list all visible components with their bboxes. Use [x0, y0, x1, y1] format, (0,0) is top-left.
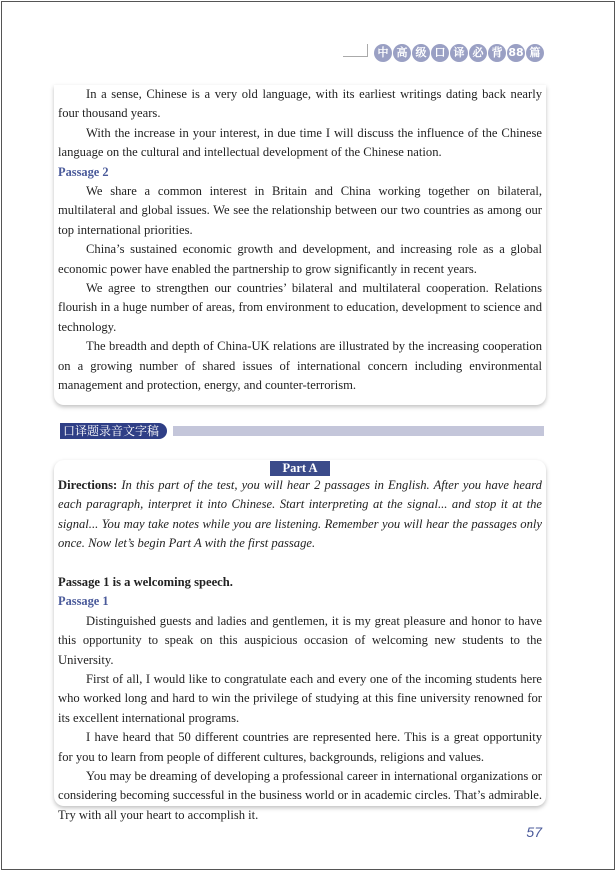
passage-box-continued [54, 85, 546, 405]
title-char: 口 [431, 44, 449, 62]
book-title [374, 44, 544, 62]
title-char: 级 [412, 44, 430, 62]
directions-label: Directions: [58, 478, 118, 492]
title-char: 背 [488, 44, 506, 62]
paragraph: I have heard that 50 different countries are represented here. This is a great opportunity for you to learn from people of different cultures, backgrounds, religions and values. [58, 730, 542, 764]
part-a-box [54, 460, 546, 822]
running-header [343, 44, 544, 62]
directions-text: In this part of the test, you will hear 2 passages in English. After you have heard each paragraph, interpret it into Chinese. Start interpreting at the signal... and stop it at the signal... You may take notes while you are listening. Remember you will hear the passages only once. Now let’s begin Part A with the first passage. [58, 478, 542, 551]
paragraph: First of all, I would like to congratulate each and every one of the incoming students here who worked long and hard to win the privilege of studying at this fine university renowned for its excellent international programs. [58, 672, 542, 725]
paragraph: Distinguished guests and ladies and gentlemen, it is my great pleasure and honor to have this opportunity to speak on this auspicious occasion of welcoming new students to the University. [58, 613, 542, 667]
directions [58, 476, 542, 554]
title-char: 高 [393, 44, 411, 62]
section-bar [173, 426, 544, 436]
paragraph: The breadth and depth of China-UK relations are illustrated by the increasing cooperation on a growing number of shared issues of international concern including environmental management and protection, energy, and counter-terrorism. [58, 339, 542, 393]
title-char: 中 [374, 44, 392, 62]
paragraph: We share a common interest in Britain and China working together on bilateral, multilateral and global issues. We see the relationship between our two countries as among our top international priorities. [58, 184, 542, 237]
part-label: Part A [270, 461, 330, 476]
header-rule [343, 44, 368, 57]
page-number: 57 [526, 824, 542, 840]
title-char: 篇 [526, 44, 544, 62]
paragraph: You may be dreaming of developing a professional career in international organizations or considering becoming successful in the business world or in academic circles. That’s admirable. Try with all your heart to accomplish it. [58, 769, 542, 822]
section-heading [60, 424, 544, 438]
passage-intro: Passage 1 is a welcoming speech. [58, 575, 233, 590]
paragraph: China’s sustained economic growth and development, and increasing role as a global economic power have enabled the partnership to grow significantly in recent years. [58, 242, 542, 276]
title-char: 88 [507, 44, 525, 62]
title-char: 必 [469, 44, 487, 62]
passage-label: Passage 2 [58, 164, 109, 179]
passage-label: Passage 1 [58, 594, 109, 609]
title-char: 译 [450, 44, 468, 62]
paragraph: With the increase in your interest, in due time I will discuss the influence of the Chinese language on the cultural and intellectual development of the Chinese nation. [58, 125, 542, 160]
paragraph: In a sense, Chinese is a very old language, with its earliest writings dating back nearly four thousand years. [58, 87, 542, 121]
spacer [58, 554, 542, 573]
paragraph: We agree to strengthen our countries’ bilateral and multilateral cooperation. Relations flourish in a huge number of areas, from environment to education, development to science and technology. [58, 281, 542, 334]
section-title: 口译题录音文字稿 [60, 423, 167, 439]
